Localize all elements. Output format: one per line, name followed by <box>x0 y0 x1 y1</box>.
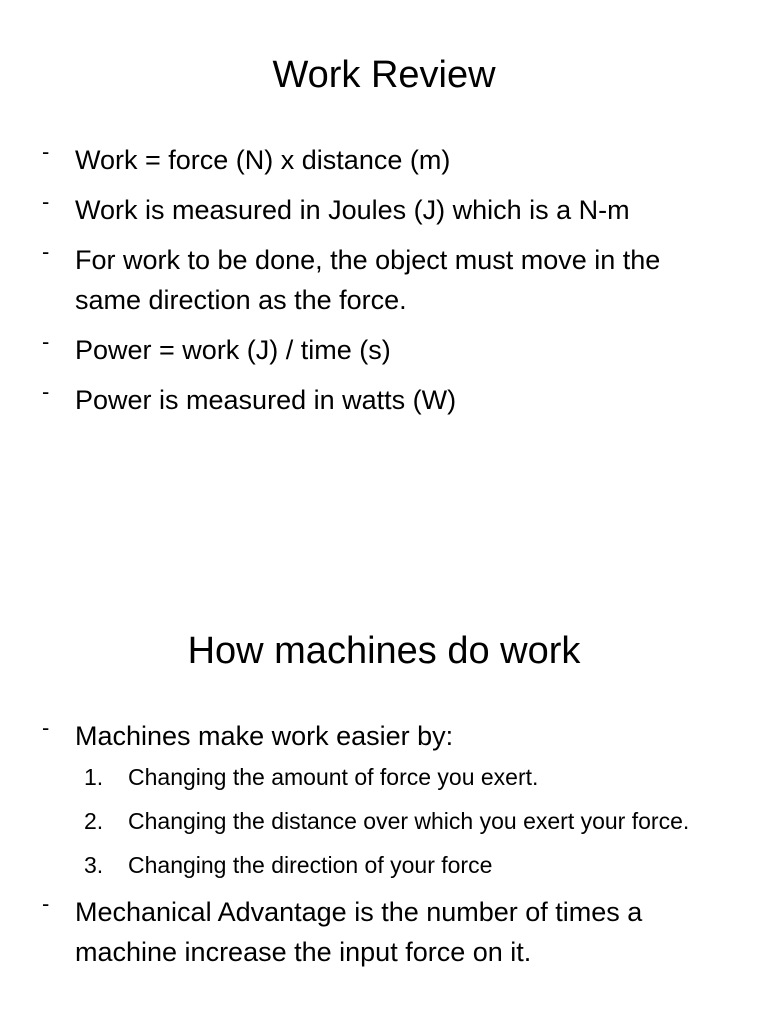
slide-title: Work Review <box>272 54 496 96</box>
bullet-item <box>0 716 768 882</box>
item-text: Changing the direction of your force <box>128 852 493 878</box>
bullet-text: Power is measured in watts (W) <box>75 385 457 415</box>
bullet-text: For work to be done, the object must move in the same direction as the force. <box>75 245 661 315</box>
bullet-dash-icon: - <box>42 891 50 916</box>
bullet-dash-icon: - <box>42 379 50 404</box>
item-number: 2. <box>84 808 104 834</box>
bullet-item <box>0 380 768 420</box>
slide-work-review <box>0 0 768 500</box>
numbered-item <box>75 804 728 838</box>
bullet-text: Machines make work easier by: <box>75 721 454 751</box>
bullet-dash-icon: - <box>42 239 50 264</box>
bullet-dash-icon: - <box>42 189 50 214</box>
bullet-list <box>0 716 768 982</box>
bullet-item <box>0 892 768 972</box>
bullet-item <box>0 190 768 230</box>
item-number: 1. <box>84 764 104 790</box>
numbered-item <box>75 848 728 882</box>
bullet-text: Power = work (J) / time (s) <box>75 335 391 365</box>
item-number: 3. <box>84 852 104 878</box>
bullet-item <box>0 240 768 320</box>
item-text: Changing the amount of force you exert. <box>128 764 539 790</box>
item-text: Changing the distance over which you exert your force. <box>128 808 690 834</box>
bullet-text: Mechanical Advantage is the number of times a machine increase the input force on it. <box>75 897 643 967</box>
slide-title: How machines do work <box>187 630 581 672</box>
numbered-item <box>75 760 728 794</box>
slide-how-machines-do-work <box>0 600 768 1024</box>
bullet-dash-icon: - <box>42 139 50 164</box>
numbered-list <box>75 760 728 882</box>
bullet-list <box>0 140 768 430</box>
bullet-dash-icon: - <box>42 329 50 354</box>
bullet-dash-icon: - <box>42 715 50 740</box>
bullet-text: Work = force (N) x distance (m) <box>75 145 451 175</box>
bullet-text: Work is measured in Joules (J) which is a N-m <box>75 195 630 225</box>
bullet-item <box>0 140 768 180</box>
bullet-item <box>0 330 768 370</box>
